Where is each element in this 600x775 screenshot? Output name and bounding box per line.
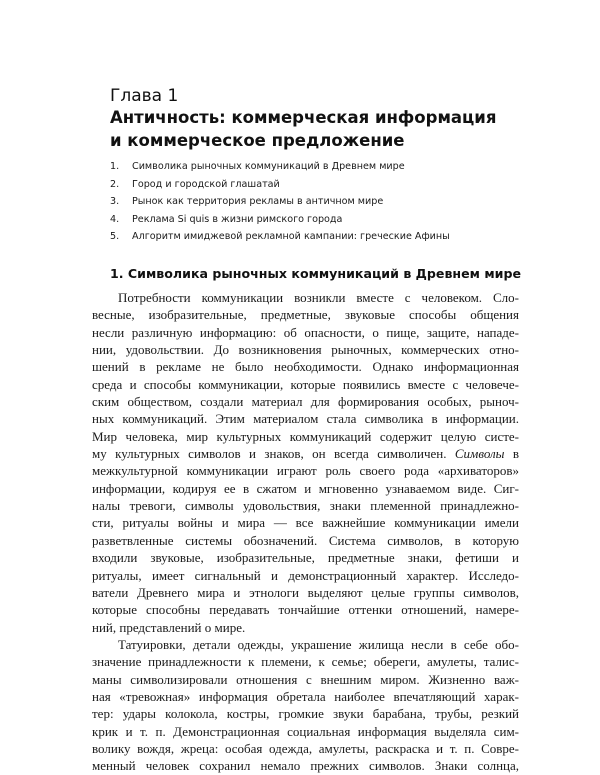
toc-item-number: 5. xyxy=(110,231,120,242)
body-text-line: налы тревоги, символы удовольствия, знаки племенной принадлежно- xyxy=(92,498,519,514)
body-text-line: Татуировки, детали одежды, украшение жилища несли в себе обо- xyxy=(118,636,519,652)
toc-item-number: 1. xyxy=(110,161,120,172)
toc-item xyxy=(110,158,510,176)
toc-item xyxy=(110,228,510,246)
body-text-line: межкультурной коммуникации играют роль своего рода «архиваторов» xyxy=(92,463,519,479)
body-text-line: информации, кодируя ее в сжатом и мгновенно узнаваемом виде. Сиг- xyxy=(92,480,519,496)
body-text-line: маны символизировали отношения с внешним миром. Жизненно важ- xyxy=(92,671,519,687)
toc-item xyxy=(110,176,510,194)
body-text-line: ватели Древнего мира и этнологи выделяют целые группы символов, xyxy=(92,584,519,600)
body-text-line: менный человек сохранил немало прежних символов. Знаки солнца, xyxy=(92,758,519,774)
toc-item-text: Город и городской глашатай xyxy=(132,178,280,190)
toc-item-number: 3. xyxy=(110,196,120,207)
body-text-line: крик и т. п. Демонстрационная социальная информация выделяла сим- xyxy=(92,723,519,739)
chapter-title-line: Античность: коммерческая информация xyxy=(110,108,497,127)
body-text-line: шений в рекламе не было необходимости. Однако информационная xyxy=(92,359,519,375)
body-text-line: ний, представлений о мире. xyxy=(92,619,246,635)
body-text-line: входили звуковые, изобразительные, предметные знаки, фетиши и xyxy=(92,550,519,566)
emphasized-term: Символы xyxy=(454,446,505,462)
body-text-line: которые способны передавать тончайшие оттенки отношений, намере- xyxy=(92,602,519,618)
toc-item-text: Алгоритм имиджевой рекламной кампании: греческие Афины xyxy=(132,231,450,242)
body-text-line: значение принадлежности к племени, к семье; обереги, амулеты, талис- xyxy=(92,654,519,670)
chapter-title xyxy=(110,106,530,152)
body-text-line: тер: удары колокола, костры, громкие звуки барабана, трубы, резкий xyxy=(92,706,519,722)
body-text-line: Мир человека, мир культурных коммуникаций содержит целую систе- xyxy=(92,428,519,444)
body-text-line: сти, ритуалы войны и мира — все важнейшие коммуникации имели xyxy=(92,515,519,531)
body-text-line: волику вождя, жреца: особая одежда, амулеты, раскраска и т. п. Совре- xyxy=(92,740,519,756)
body-text-line: весные, изобразительные, предметные, звуковые способы общения xyxy=(92,307,519,323)
section-heading: 1. Символика рыночных коммуникаций в Древнем мире xyxy=(110,266,522,281)
chapter-contents-list xyxy=(110,158,510,246)
body-text-line: ритуалы, имеет сигнальный и демонстрационный характер. Исследо- xyxy=(92,567,519,583)
body-text-line: разветвленные системы обозначений. Система символов, в которую xyxy=(92,532,519,548)
body-text-line: ским обществом, создали материал для формирования особых, рыноч- xyxy=(92,394,519,410)
chapter-title-line: и коммерческое предложение xyxy=(110,131,405,150)
body-text-line: несли различную информацию: об опасности, о пище, защите, нападе- xyxy=(92,324,519,340)
toc-item-number: 4. xyxy=(110,213,120,225)
toc-item xyxy=(110,193,510,211)
toc-item-text: Рынок как территория рекламы в античном мире xyxy=(132,196,384,207)
body-text-line: Потребности коммуникации возникли вместе с человеком. Сло- xyxy=(118,290,519,305)
toc-item-number: 2. xyxy=(110,178,120,190)
toc-item-text: Реклама Si quis в жизни римского города xyxy=(132,213,343,225)
toc-item xyxy=(110,211,510,229)
body-text-line: му культурных символов и знаков, он всегда символичен. Символы в xyxy=(92,446,519,462)
body-text-line: ная «тревожная» информация обретала наиболее впечатляющий харак- xyxy=(92,688,519,704)
body-text-line: среда и способы коммуникации, которые появились вместе с человече- xyxy=(92,376,519,392)
body-text xyxy=(92,289,519,775)
body-text-line: нии, удовольствии. До возникновения рыночных, коммерческих отно- xyxy=(92,342,519,358)
chapter-label: Глава 1 xyxy=(110,86,179,106)
body-text-line: ных коммуникаций. Этим материалом стала символика в информации. xyxy=(92,411,519,427)
toc-item-text: Символика рыночных коммуникаций в Древнем мире xyxy=(132,161,405,172)
